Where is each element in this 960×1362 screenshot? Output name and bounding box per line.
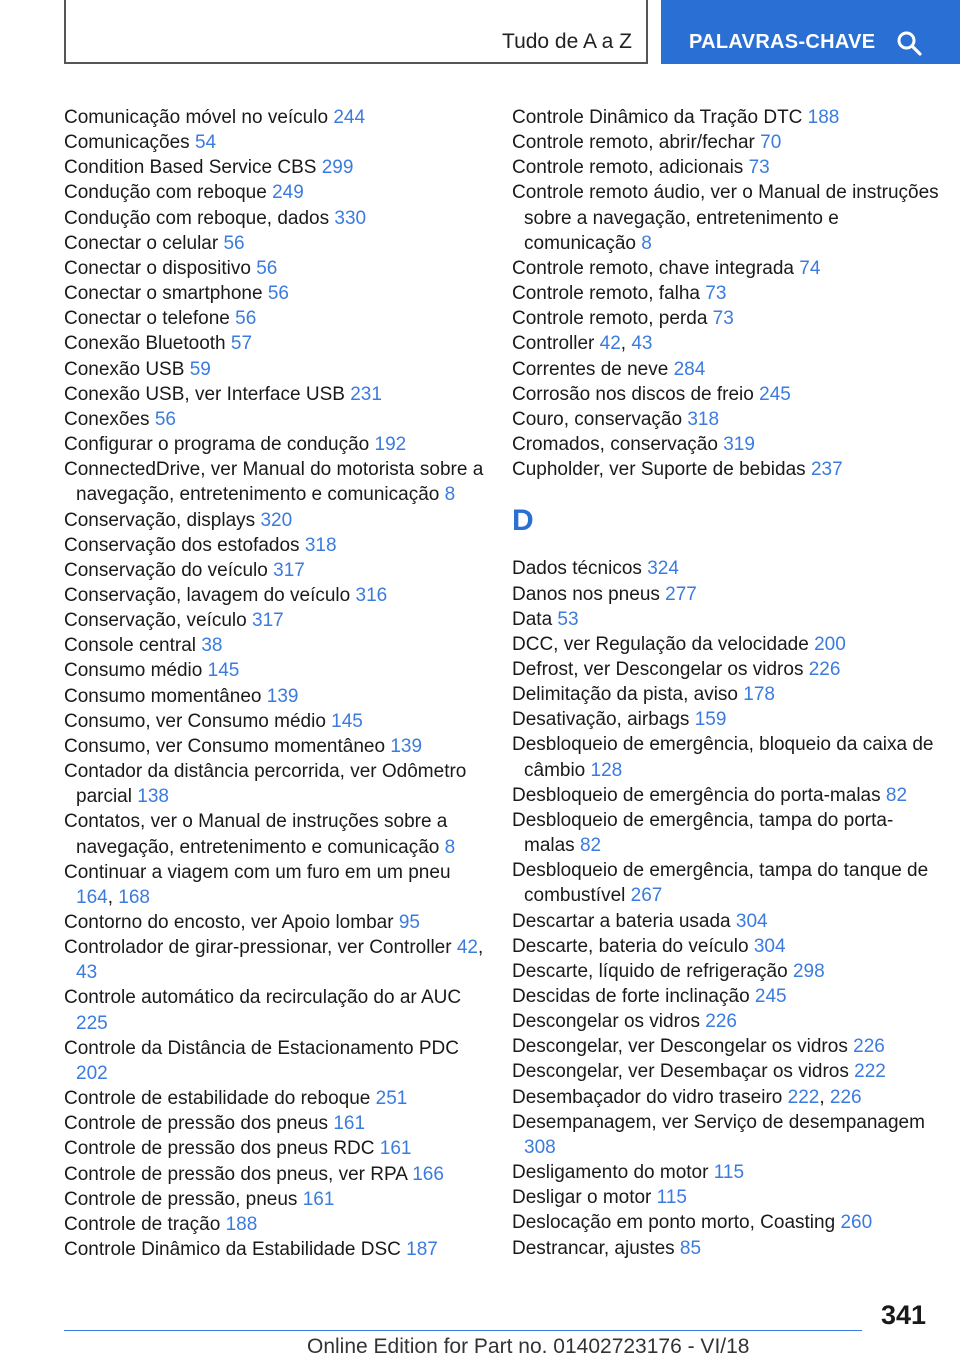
index-entry-term: Conectar o dispositivo bbox=[64, 257, 251, 279]
index-entry-term: Descidas de forte inclinação bbox=[512, 986, 750, 1007]
page-reference-link[interactable]: 320 bbox=[260, 509, 293, 531]
index-entry: Continuar a viagem com um furo em um pneu 164, 168 bbox=[64, 861, 451, 908]
index-entry-term: Conectar o celular bbox=[64, 232, 219, 254]
index-entry-term: Cupholder, ver Suporte de bebidas bbox=[512, 459, 806, 481]
index-entry-term: Correntes de neve bbox=[512, 358, 669, 380]
index-entry bbox=[64, 231, 484, 256]
index-entry bbox=[64, 1212, 484, 1237]
page-reference-link[interactable]: 138 bbox=[137, 786, 169, 808]
page-reference-link[interactable]: 56 bbox=[267, 283, 289, 305]
index-entry-term: Controller bbox=[512, 333, 595, 355]
page-reference-link[interactable]: 318 bbox=[687, 408, 720, 430]
index-entry-term: Controle de pressão, pneus bbox=[64, 1188, 298, 1210]
index-entry bbox=[512, 984, 942, 1009]
index-entry-term: Deslocação em ponto morto, Coasting bbox=[512, 1212, 836, 1234]
index-entry-term: Desembaçador do vidro traseiro bbox=[512, 1086, 783, 1108]
page-reference-link[interactable]: 95 bbox=[398, 912, 420, 933]
index-entry-term: Condução com reboque bbox=[64, 182, 267, 204]
index-entry bbox=[64, 432, 484, 457]
index-entry bbox=[64, 558, 484, 583]
index-entry-term: Controle de pressão dos pneus bbox=[64, 1113, 329, 1135]
page-number: 341 bbox=[880, 1300, 926, 1330]
index-entry bbox=[64, 331, 484, 356]
index-entry-term: Desbloqueio de emergência do porta-malas bbox=[512, 784, 881, 806]
index-entry-term: Conservação, veículo bbox=[64, 610, 247, 632]
index-entry bbox=[512, 1210, 942, 1235]
page-reference-link[interactable]: 249 bbox=[272, 182, 304, 204]
index-entry bbox=[64, 256, 484, 281]
page-reference-link[interactable]: 74 bbox=[799, 257, 821, 279]
page-reference-link[interactable]: 56 bbox=[256, 257, 278, 279]
index-entry-term: Desempanagem, ver Serviço de desempanagem bbox=[512, 1111, 925, 1133]
index-entry-term: Conservação do veículo bbox=[64, 559, 268, 581]
index-entry bbox=[512, 432, 942, 457]
index-entry bbox=[512, 959, 942, 984]
index-entry-term: Desligar o motor bbox=[512, 1187, 652, 1209]
index-entry-term: Corrosão nos discos de freio bbox=[512, 383, 754, 405]
index-entry bbox=[64, 658, 484, 683]
index-entry bbox=[512, 105, 942, 130]
index-entry bbox=[64, 1187, 484, 1212]
page-reference-link[interactable]: 260 bbox=[840, 1212, 873, 1234]
page-reference-link[interactable]: 192 bbox=[374, 434, 407, 456]
page-reference-link[interactable]: 168 bbox=[118, 886, 150, 908]
page-reference-link[interactable]: 245 bbox=[759, 383, 791, 405]
index-entry bbox=[64, 281, 484, 306]
page-reference-link[interactable]: 226 bbox=[808, 658, 841, 680]
page-reference-link[interactable]: 82 bbox=[885, 784, 908, 806]
index-entry bbox=[64, 407, 484, 432]
index-entry bbox=[512, 130, 942, 155]
index-entry-term: Contorno do encosto, ver Apoio lombar bbox=[64, 912, 394, 933]
page-reference-link[interactable]: 188 bbox=[807, 107, 840, 128]
tab-keywords[interactable] bbox=[661, 0, 960, 64]
index-entry bbox=[512, 783, 942, 808]
page-reference-link[interactable]: 319 bbox=[723, 434, 755, 456]
index-entry-term: Conectar o telefone bbox=[64, 308, 230, 330]
index-entry bbox=[64, 357, 484, 382]
page-reference-link[interactable]: 267 bbox=[630, 885, 663, 907]
index-entry-term: Controle de tração bbox=[64, 1213, 221, 1235]
index-entry bbox=[512, 306, 942, 331]
page-reference-link[interactable]: 59 bbox=[189, 358, 211, 380]
page-reference-link[interactable]: 222 bbox=[854, 1061, 886, 1083]
page-reference-link[interactable]: 43 bbox=[76, 962, 98, 984]
page-reference-link[interactable]: 73 bbox=[748, 157, 770, 179]
page-reference-link[interactable]: 8 bbox=[641, 232, 652, 254]
index-entry-term: Descarte, líquido de refrigeração bbox=[512, 960, 788, 982]
index-entry bbox=[512, 407, 942, 432]
page-reference-link[interactable]: 139 bbox=[266, 685, 299, 707]
page-reference-link[interactable]: 187 bbox=[406, 1239, 438, 1261]
index-entry-term: Comunicação móvel no veículo bbox=[64, 107, 329, 128]
index-entry bbox=[64, 155, 484, 180]
index-entry-term: Conexões bbox=[64, 408, 150, 430]
index-entry bbox=[512, 281, 942, 306]
index-entry-term: Contador da distância percorrida, ver Odômetro parcial bbox=[64, 761, 467, 808]
index-entry bbox=[64, 633, 484, 658]
index-entry-term: Contatos, ver o Manual de instruções sobre a navegação, entretenimento e comunicação bbox=[64, 811, 448, 858]
index-entry-term: Conexão USB bbox=[64, 358, 185, 380]
index-entry-term: Cromados, conservação bbox=[512, 434, 718, 456]
page-reference-link[interactable]: 251 bbox=[375, 1088, 408, 1110]
page-reference-link[interactable]: 166 bbox=[412, 1163, 444, 1185]
page-reference-link[interactable]: 226 bbox=[853, 1036, 885, 1058]
index-entry bbox=[64, 1086, 484, 1111]
page-reference-link[interactable]: 161 bbox=[302, 1188, 335, 1210]
page-reference-link[interactable]: 161 bbox=[379, 1138, 412, 1160]
index-entry bbox=[512, 357, 942, 382]
page-reference-link[interactable]: 145 bbox=[207, 660, 240, 682]
index-entry-term: Condition Based Service CBS bbox=[64, 157, 317, 179]
index-entry bbox=[64, 306, 484, 331]
index-entry bbox=[64, 759, 484, 809]
index-entry-term: Consumo momentâneo bbox=[64, 685, 262, 707]
index-entry-term: Conectar o smartphone bbox=[64, 283, 263, 305]
page-reference-link[interactable]: 42 bbox=[456, 937, 478, 959]
index-entry bbox=[64, 910, 484, 935]
index-entry bbox=[64, 382, 484, 407]
index-entry-term: Data bbox=[512, 608, 553, 630]
index-entry-term: Conservação dos estofados bbox=[64, 534, 300, 556]
index-entry-term: Descongelar os vidros bbox=[512, 1011, 700, 1033]
index-entry bbox=[512, 607, 942, 632]
index-entry-term: Defrost, ver Descongelar os vidros bbox=[512, 658, 804, 680]
index-entry-term: Comunicações bbox=[64, 132, 190, 154]
page-reference-link[interactable]: 53 bbox=[557, 608, 579, 630]
index-entry-term: Desligamento do motor bbox=[512, 1162, 709, 1184]
index-entry-term: Desbloqueio de emergência, tampa do porta-malas bbox=[512, 809, 894, 857]
index-entry bbox=[512, 632, 942, 657]
page-reference-link[interactable]: 330 bbox=[334, 207, 367, 229]
index-entry bbox=[512, 1059, 942, 1084]
page-reference-link[interactable]: 139 bbox=[390, 735, 423, 757]
page-reference-link[interactable]: 82 bbox=[579, 835, 602, 857]
page-reference-link[interactable]: 317 bbox=[252, 610, 284, 632]
page-reference-link[interactable]: 42 bbox=[599, 333, 621, 355]
page-reference-link[interactable]: 231 bbox=[350, 383, 382, 405]
index-entry-term: Conservação, lavagem do veículo bbox=[64, 584, 351, 606]
page-reference-link[interactable]: 38 bbox=[201, 635, 223, 657]
index-entry-term: Consumo médio bbox=[64, 660, 203, 682]
index-entry bbox=[512, 1236, 942, 1261]
index-entry bbox=[512, 556, 942, 581]
page-reference-link[interactable]: 73 bbox=[705, 283, 727, 305]
index-entry bbox=[64, 608, 484, 633]
page-reference-link[interactable]: 188 bbox=[225, 1213, 258, 1235]
page-reference-link[interactable]: 73 bbox=[712, 308, 734, 330]
tab-a-to-z-label: Tudo de A a Z bbox=[502, 30, 632, 53]
index-entry bbox=[512, 382, 942, 407]
index-column-left bbox=[64, 105, 484, 1262]
index-column-right bbox=[512, 105, 942, 1261]
index-entry bbox=[64, 508, 484, 533]
page-reference-link[interactable]: 70 bbox=[760, 132, 782, 154]
index-entry-term: Descongelar, ver Descongelar os vidros bbox=[512, 1036, 848, 1058]
index-entry bbox=[512, 707, 942, 732]
index-entry-term: Conservação, displays bbox=[64, 509, 256, 531]
index-entry-term: Controle de pressão dos pneus, ver RPA bbox=[64, 1163, 407, 1185]
page-reference-link[interactable]: 298 bbox=[792, 960, 825, 982]
index-entry bbox=[64, 1036, 484, 1086]
page-reference-link[interactable]: 164 bbox=[76, 886, 108, 908]
index-entry bbox=[512, 457, 942, 482]
page-reference-link[interactable]: 8 bbox=[444, 836, 456, 858]
page-reference-link[interactable]: 115 bbox=[656, 1187, 687, 1209]
index-entry-term: Controle remoto, abrir/fechar bbox=[512, 132, 755, 154]
index-entry bbox=[64, 684, 484, 709]
index-entry bbox=[64, 206, 484, 231]
page-reference-link[interactable]: 161 bbox=[333, 1113, 366, 1135]
index-entry-term: Controle remoto, falha bbox=[512, 283, 700, 305]
index-entry-term: Controle remoto áudio, ver o Manual de instruções sobre a navegação, entretenimento e comunicação bbox=[512, 182, 939, 254]
index-entry-term: Controle Dinâmico da Estabilidade DSC bbox=[64, 1239, 401, 1261]
index-entry bbox=[64, 180, 484, 205]
index-entry-term: Consumo, ver Consumo médio bbox=[64, 710, 326, 732]
index-entry-term: Couro, conservação bbox=[512, 408, 683, 430]
index-entry: Desembaçador do vidro traseiro 222, 226 bbox=[512, 1086, 862, 1108]
page-reference-link[interactable]: 128 bbox=[590, 759, 623, 781]
index-entry bbox=[512, 1009, 942, 1034]
index-entry-term: Controle Dinâmico da Tração DTC bbox=[512, 107, 803, 128]
index-entry-term: Desbloqueio de emergência, bloqueio da caixa de câmbio bbox=[512, 734, 934, 781]
page-reference-link[interactable]: 54 bbox=[194, 132, 217, 154]
index-entry: Controlador de girar-pressionar, ver Controller 42, 43 bbox=[64, 937, 484, 984]
index-entry-term: Dados técnicos bbox=[512, 558, 642, 580]
page-reference-link[interactable]: 178 bbox=[743, 684, 775, 706]
page-reference-link[interactable]: 244 bbox=[333, 107, 366, 128]
index-entry bbox=[512, 1160, 942, 1185]
tab-a-to-z[interactable] bbox=[64, 0, 648, 64]
page-reference-link[interactable]: 284 bbox=[673, 358, 706, 380]
page-reference-link[interactable]: 237 bbox=[810, 459, 843, 481]
page-reference-link[interactable]: 299 bbox=[321, 157, 354, 179]
footer-rule bbox=[64, 1330, 862, 1331]
index-entry bbox=[64, 734, 484, 759]
index-entry-term: Console central bbox=[64, 635, 197, 657]
index-entry-term: Controle remoto, perda bbox=[512, 308, 708, 330]
index-entry bbox=[64, 583, 484, 608]
index-entry-term: Delimitação da pista, aviso bbox=[512, 684, 738, 706]
index-entry-term: Controle automático da recirculação do ar AUC bbox=[64, 987, 462, 1009]
index-entry bbox=[512, 732, 942, 782]
index-entry-term: Consumo, ver Consumo momentâneo bbox=[64, 735, 386, 757]
index-entry bbox=[512, 155, 942, 180]
page-reference-link[interactable]: 245 bbox=[754, 986, 787, 1007]
page-reference-link[interactable]: 226 bbox=[705, 1011, 737, 1033]
index-entry-term: Desbloqueio de emergência, tampa do tanque de combustível bbox=[512, 860, 929, 907]
index-entry bbox=[512, 858, 942, 908]
page-reference-link[interactable]: 304 bbox=[753, 935, 786, 957]
index-entry-term: Controle da Distância de Estacionamento PDC bbox=[64, 1037, 459, 1059]
index-entry-term: Controle de estabilidade do reboque bbox=[64, 1088, 371, 1110]
index-entry-term: Descarte, bateria do veículo bbox=[512, 935, 749, 957]
page-reference-link[interactable]: 225 bbox=[76, 1012, 108, 1034]
index-entry-term: Configurar o programa de condução bbox=[64, 434, 370, 456]
index-entry-term: Conexão USB, ver Interface USB bbox=[64, 383, 345, 405]
index-entry bbox=[64, 709, 484, 734]
search-icon bbox=[896, 30, 922, 56]
page-reference-link[interactable]: 8 bbox=[444, 484, 456, 506]
index-entry-term: Descartar a bateria usada bbox=[512, 910, 731, 932]
index-entry bbox=[512, 909, 942, 934]
footer-edition bbox=[307, 1335, 749, 1359]
index-entry bbox=[512, 934, 942, 959]
page-reference-link[interactable]: 317 bbox=[273, 559, 305, 581]
index-entry-term: Controle de pressão dos pneus RDC bbox=[64, 1138, 375, 1160]
index-entry-term: Desativação, airbags bbox=[512, 709, 690, 731]
index-entry bbox=[512, 1110, 942, 1160]
index-entry bbox=[64, 130, 484, 155]
page-reference-link[interactable]: 316 bbox=[355, 584, 388, 606]
index-entry bbox=[64, 533, 484, 558]
page-reference-link[interactable]: 159 bbox=[694, 709, 727, 731]
page-reference-link[interactable]: 57 bbox=[230, 333, 253, 355]
page-reference-link[interactable]: 308 bbox=[524, 1136, 556, 1158]
page-reference-link[interactable]: 56 bbox=[235, 308, 257, 330]
index-entry bbox=[512, 582, 942, 607]
index-entry bbox=[64, 985, 484, 1035]
page-reference-link[interactable]: 115 bbox=[713, 1162, 745, 1184]
index-entry-term: Controle remoto, chave integrada bbox=[512, 257, 794, 279]
index-entry bbox=[512, 180, 942, 255]
index-entry-term: Condução com reboque, dados bbox=[64, 207, 330, 229]
index-entry-term: Destrancar, ajustes bbox=[512, 1237, 675, 1259]
tab-keywords-label: PALAVRAS-CHAVE bbox=[689, 31, 876, 53]
index-entry bbox=[512, 808, 942, 858]
page-reference-link[interactable]: 304 bbox=[735, 910, 768, 932]
index-entry bbox=[512, 682, 942, 707]
index-entry bbox=[512, 256, 942, 281]
index-entry bbox=[64, 457, 484, 507]
page-reference-link[interactable]: 202 bbox=[76, 1062, 108, 1084]
index-entry bbox=[64, 1162, 484, 1187]
page-reference-link[interactable]: 200 bbox=[814, 633, 846, 655]
footer-edition-text: Online Edition for Part no. 01402723176 - VI/18 bbox=[307, 1335, 750, 1358]
page-reference-link[interactable]: 222 bbox=[787, 1086, 820, 1108]
index-entry-term: Conexão Bluetooth bbox=[64, 333, 226, 355]
index-entry bbox=[64, 1136, 484, 1161]
index-entry bbox=[512, 1034, 942, 1059]
page-reference-link[interactable]: 324 bbox=[647, 558, 679, 580]
index-entry bbox=[64, 1111, 484, 1136]
page-reference-link[interactable]: 43 bbox=[631, 333, 653, 355]
index-entry bbox=[512, 1185, 942, 1210]
page-reference-link[interactable]: 226 bbox=[829, 1086, 862, 1108]
index-entry-term: Continuar a viagem com um furo em um pneu bbox=[64, 861, 451, 883]
index-entry-term: DCC, ver Regulação da velocidade bbox=[512, 633, 809, 655]
index-entry bbox=[64, 809, 484, 859]
page-reference-link[interactable]: 85 bbox=[679, 1237, 702, 1259]
page-reference-link[interactable]: 145 bbox=[331, 710, 363, 732]
page-reference-link[interactable]: 56 bbox=[154, 408, 176, 430]
index-entry bbox=[64, 105, 484, 130]
page-reference-link[interactable]: 277 bbox=[665, 583, 697, 605]
index-entry-term: ConnectedDrive, ver Manual do motorista sobre a navegação, entretenimento e comunicação bbox=[64, 459, 484, 506]
section-letter: D bbox=[512, 504, 534, 538]
page-reference-link[interactable]: 318 bbox=[304, 534, 337, 556]
index-entry-term: Controlador de girar-pressionar, ver Controller bbox=[64, 937, 452, 959]
index-entry: Controller 42, 43 bbox=[512, 333, 653, 355]
index-entry bbox=[64, 1237, 484, 1262]
index-entry bbox=[512, 657, 942, 682]
index-entry-term: Controle remoto, adicionais bbox=[512, 157, 744, 179]
index-entry-term: Descongelar, ver Desembaçar os vidros bbox=[512, 1061, 849, 1083]
index-entry-term: Danos nos pneus bbox=[512, 583, 660, 605]
page-reference-link[interactable]: 56 bbox=[223, 232, 245, 254]
